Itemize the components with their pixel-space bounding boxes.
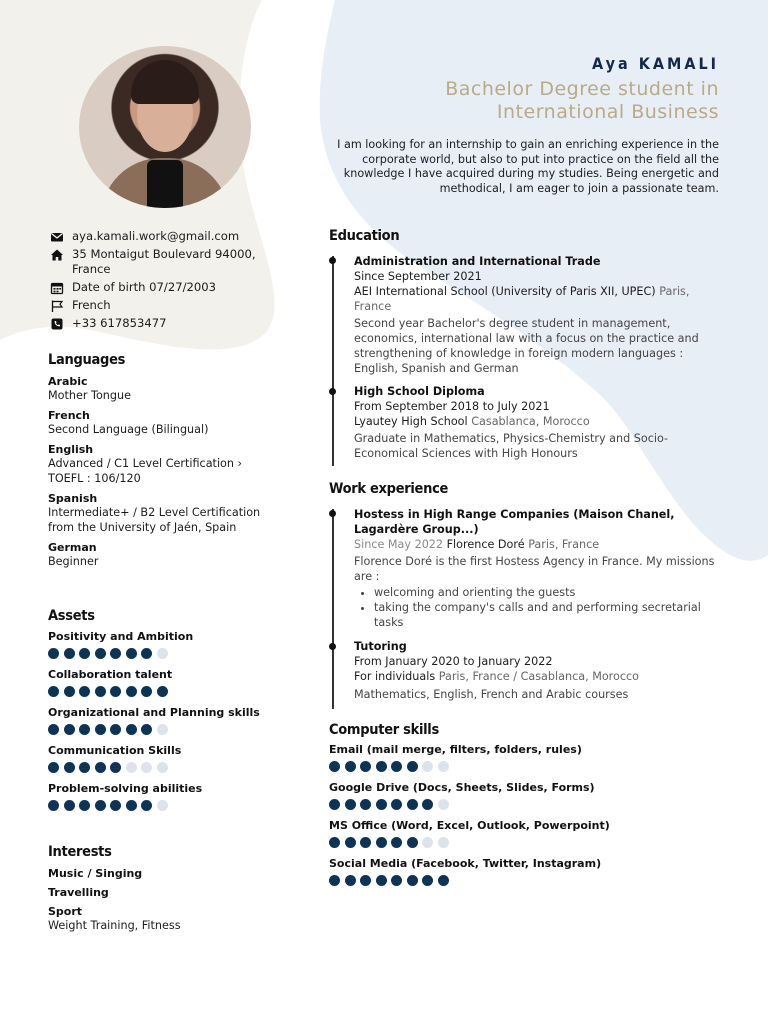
rating-dot-filled xyxy=(329,875,340,886)
rating-dot-filled xyxy=(64,800,75,811)
entry-title: Tutoring xyxy=(354,640,407,653)
rating-dot-filled xyxy=(345,761,356,772)
rating-dot-filled xyxy=(95,800,106,811)
rating-dot-filled xyxy=(95,762,106,773)
language-level: Beginner xyxy=(48,555,99,568)
rating-dot-filled xyxy=(110,724,121,735)
rating-dot-filled xyxy=(110,762,121,773)
work-timeline xyxy=(332,509,334,709)
candidate-title: Bachelor Degree student in International Business xyxy=(445,78,719,123)
rating-dot-filled xyxy=(329,799,340,810)
timeline-dot xyxy=(329,643,336,650)
rating-dot-filled xyxy=(407,799,418,810)
contact-nationality xyxy=(50,298,290,313)
intro-paragraph: I am looking for an internship to gain an enriching experience in the corporate world, but also to put into practice on the field all the knowledge I have acquired during my studies. Being energetic and methodical, I am eager to join a passionate team. xyxy=(337,138,719,196)
work-heading: Work experience xyxy=(329,481,449,497)
entry-org-line xyxy=(354,669,720,684)
language-name: English xyxy=(48,443,94,456)
rating-dot-filled xyxy=(345,837,356,848)
contact-nationality-text: French xyxy=(72,297,111,312)
entry-org: For individuals xyxy=(354,670,436,683)
entry-date: Since May 2022 xyxy=(354,538,444,551)
rating-dot-filled xyxy=(376,837,387,848)
interest-item: Sport xyxy=(48,905,83,918)
rating-dot-filled xyxy=(391,799,402,810)
rating-dot-filled xyxy=(360,761,371,772)
rating-dot-empty xyxy=(438,761,449,772)
entry-title: Administration and International Trade xyxy=(354,255,601,268)
rating-dot-filled xyxy=(391,875,402,886)
rating-dot-filled xyxy=(79,762,90,773)
skill-item xyxy=(329,857,721,886)
entry-title: Hostess in High Range Companies (Maison Chanel, Lagardère Group...) xyxy=(354,508,675,536)
contact-birthdate-text: Date of birth 07/27/2003 xyxy=(72,279,217,294)
language-level: Mother Tongue xyxy=(48,389,131,402)
rating-dot-filled xyxy=(48,800,59,811)
rating-dot-filled xyxy=(126,724,137,735)
contact-phone[interactable] xyxy=(50,316,290,331)
skill-item xyxy=(329,743,721,772)
entry-description: Graduate in Mathematics, Physics-Chemistry and Socio-Economical Sciences with High Honours xyxy=(354,432,669,460)
rating-dot-filled xyxy=(110,800,121,811)
entry-description: Second year Bachelor's degree student in management, economics, international law with a focus on the practice and strengthening of knowledge in foreign modern languages : English, Spanish and German xyxy=(354,317,699,375)
entry-org-line xyxy=(354,414,720,429)
contact-phone-text: +33 617853477 xyxy=(72,315,167,330)
bullet-item: • welcoming and orienting the guests xyxy=(374,585,720,600)
contact-list xyxy=(50,229,290,334)
rating-dot-filled xyxy=(407,761,418,772)
contact-email-text: aya.kamali.work@gmail.com xyxy=(72,229,240,243)
skill-rating xyxy=(329,799,721,810)
rating-dot-empty xyxy=(141,762,152,773)
interests-heading: Interests xyxy=(48,844,112,860)
timeline-dot xyxy=(329,510,336,517)
assets-heading: Assets xyxy=(48,608,95,624)
education-timeline xyxy=(332,256,334,466)
entry-description: Mathematics, English, French and Arabic courses xyxy=(354,688,629,701)
phone-icon xyxy=(50,317,64,331)
rating-dot-filled xyxy=(360,837,371,848)
interest-item: Music / Singing xyxy=(48,867,143,880)
skill-rating xyxy=(329,837,721,848)
work-section xyxy=(329,481,721,497)
flag-icon xyxy=(50,299,64,313)
rating-dot-filled xyxy=(95,648,106,659)
home-icon xyxy=(50,248,64,262)
skill-rating xyxy=(48,686,298,697)
rating-dot-filled xyxy=(391,837,402,848)
skill-rating xyxy=(329,761,721,772)
rating-dot-empty xyxy=(438,799,449,810)
timeline-dot xyxy=(329,388,336,395)
rating-dot-filled xyxy=(48,724,59,735)
skill-label: Organizational and Planning skills xyxy=(48,706,260,719)
rating-dot-filled xyxy=(79,648,90,659)
language-level: Advanced / C1 Level Certification › TOEFL : 106/120 xyxy=(48,457,243,485)
rating-dot-filled xyxy=(48,648,59,659)
interests-section xyxy=(48,844,298,933)
skill-label: Positivity and Ambition xyxy=(48,630,194,643)
rating-dot-filled xyxy=(126,686,137,697)
rating-dot-filled xyxy=(141,648,152,659)
rating-dot-empty xyxy=(157,800,168,811)
rating-dot-filled xyxy=(110,648,121,659)
contact-email[interactable] xyxy=(50,229,290,244)
rating-dot-empty xyxy=(438,837,449,848)
entry-location: Paris, France xyxy=(528,538,600,551)
rating-dot-filled xyxy=(126,800,137,811)
computer-skills-heading: Computer skills xyxy=(329,722,439,738)
skill-item xyxy=(48,744,298,773)
rating-dot-filled xyxy=(79,800,90,811)
contact-address-text: 35 Montaigut Boulevard 94000, France xyxy=(72,247,256,276)
rating-dot-filled xyxy=(79,724,90,735)
skill-label: Collaboration talent xyxy=(48,668,173,681)
profile-photo xyxy=(79,46,251,208)
education-entry xyxy=(354,384,720,461)
skill-label: Communication Skills xyxy=(48,744,182,757)
entry-date: From September 2018 to July 2021 xyxy=(354,400,550,413)
rating-dot-empty xyxy=(422,837,433,848)
skill-label: Google Drive (Docs, Sheets, Slides, Forms) xyxy=(329,781,595,794)
candidate-name: Aya KAMALI xyxy=(592,54,719,73)
rating-dot-filled xyxy=(345,875,356,886)
rating-dot-filled xyxy=(48,762,59,773)
rating-dot-filled xyxy=(360,875,371,886)
skill-item xyxy=(329,819,721,848)
education-section xyxy=(329,228,721,244)
rating-dot-filled xyxy=(141,724,152,735)
computer-skills-section xyxy=(329,722,721,895)
entry-date: From January 2020 to January 2022 xyxy=(354,655,553,668)
skill-item xyxy=(329,781,721,810)
skill-rating xyxy=(48,724,298,735)
education-entry xyxy=(354,254,720,376)
rating-dot-filled xyxy=(141,800,152,811)
skill-label: Problem-solving abilities xyxy=(48,782,203,795)
skill-label: MS Office (Word, Excel, Outlook, Powerpoint) xyxy=(329,819,610,832)
language-name: Spanish xyxy=(48,492,98,505)
rating-dot-filled xyxy=(141,686,152,697)
rating-dot-filled xyxy=(329,837,340,848)
skill-label: Social Media (Facebook, Twitter, Instagram) xyxy=(329,857,602,870)
skill-rating xyxy=(329,875,721,886)
language-name: German xyxy=(48,541,97,554)
entry-title: High School Diploma xyxy=(354,385,485,398)
skill-item xyxy=(48,668,298,697)
language-name: French xyxy=(48,409,90,422)
skill-item xyxy=(48,782,298,811)
entry-location: Paris, France xyxy=(354,285,690,313)
rating-dot-filled xyxy=(64,724,75,735)
rating-dot-filled xyxy=(64,686,75,697)
assets-section xyxy=(48,608,298,820)
entry-location: Casablanca, Morocco xyxy=(471,415,590,428)
rating-dot-filled xyxy=(376,799,387,810)
work-entry xyxy=(354,507,720,630)
rating-dot-filled xyxy=(438,875,449,886)
contact-birthdate xyxy=(50,280,290,295)
rating-dot-empty xyxy=(157,648,168,659)
rating-dot-empty xyxy=(126,762,137,773)
skill-rating xyxy=(48,648,298,659)
rating-dot-empty xyxy=(157,724,168,735)
language-name: Arabic xyxy=(48,375,88,388)
entry-org: AEI International School (University of Paris XII, UPEC) xyxy=(354,285,656,298)
skill-rating xyxy=(48,800,298,811)
rating-dot-filled xyxy=(407,875,418,886)
rating-dot-filled xyxy=(126,648,137,659)
rating-dot-filled xyxy=(157,686,168,697)
rating-dot-filled xyxy=(64,648,75,659)
entry-description: Florence Doré is the first Hostess Agency in France. My missions are : xyxy=(354,555,715,583)
rating-dot-filled xyxy=(345,799,356,810)
work-entry xyxy=(354,639,720,702)
rating-dot-filled xyxy=(422,799,433,810)
rating-dot-filled xyxy=(376,761,387,772)
contact-address xyxy=(50,247,290,276)
rating-dot-filled xyxy=(407,837,418,848)
rating-dot-filled xyxy=(95,686,106,697)
rating-dot-filled xyxy=(422,875,433,886)
bullet-item: • taking the company's calls and and performing secretarial tasks xyxy=(374,600,720,630)
skill-rating xyxy=(48,762,298,773)
languages-section xyxy=(48,352,288,569)
entry-org-line xyxy=(354,284,720,314)
skill-item xyxy=(48,630,298,659)
calendar-icon xyxy=(50,281,64,295)
rating-dot-filled xyxy=(48,686,59,697)
language-level: Second Language (Bilingual) xyxy=(48,423,209,436)
interest-item: Travelling xyxy=(48,886,109,899)
rating-dot-empty xyxy=(157,762,168,773)
entry-org: Florence Doré xyxy=(446,538,525,551)
languages-heading: Languages xyxy=(48,352,126,368)
rating-dot-filled xyxy=(391,761,402,772)
education-heading: Education xyxy=(329,228,400,244)
envelope-icon xyxy=(50,230,64,244)
rating-dot-empty xyxy=(422,761,433,772)
entry-bullets xyxy=(354,585,720,630)
entry-location: Paris, France / Casablanca, Morocco xyxy=(438,670,640,683)
skill-item xyxy=(48,706,298,735)
entry-date: Since September 2021 xyxy=(354,270,482,283)
rating-dot-filled xyxy=(329,761,340,772)
entry-org: Lyautey High School xyxy=(354,415,468,428)
rating-dot-filled xyxy=(95,724,106,735)
rating-dot-filled xyxy=(64,762,75,773)
entry-date-line xyxy=(354,537,720,552)
skill-label: Email (mail merge, filters, folders, rules) xyxy=(329,743,582,756)
rating-dot-filled xyxy=(79,686,90,697)
rating-dot-filled xyxy=(360,799,371,810)
rating-dot-filled xyxy=(376,875,387,886)
interest-detail: Weight Training, Fitness xyxy=(48,919,181,932)
rating-dot-filled xyxy=(110,686,121,697)
timeline-dot xyxy=(329,257,336,264)
language-level: Intermediate+ / B2 Level Certification from the University of Jaén, Spain xyxy=(48,506,261,534)
